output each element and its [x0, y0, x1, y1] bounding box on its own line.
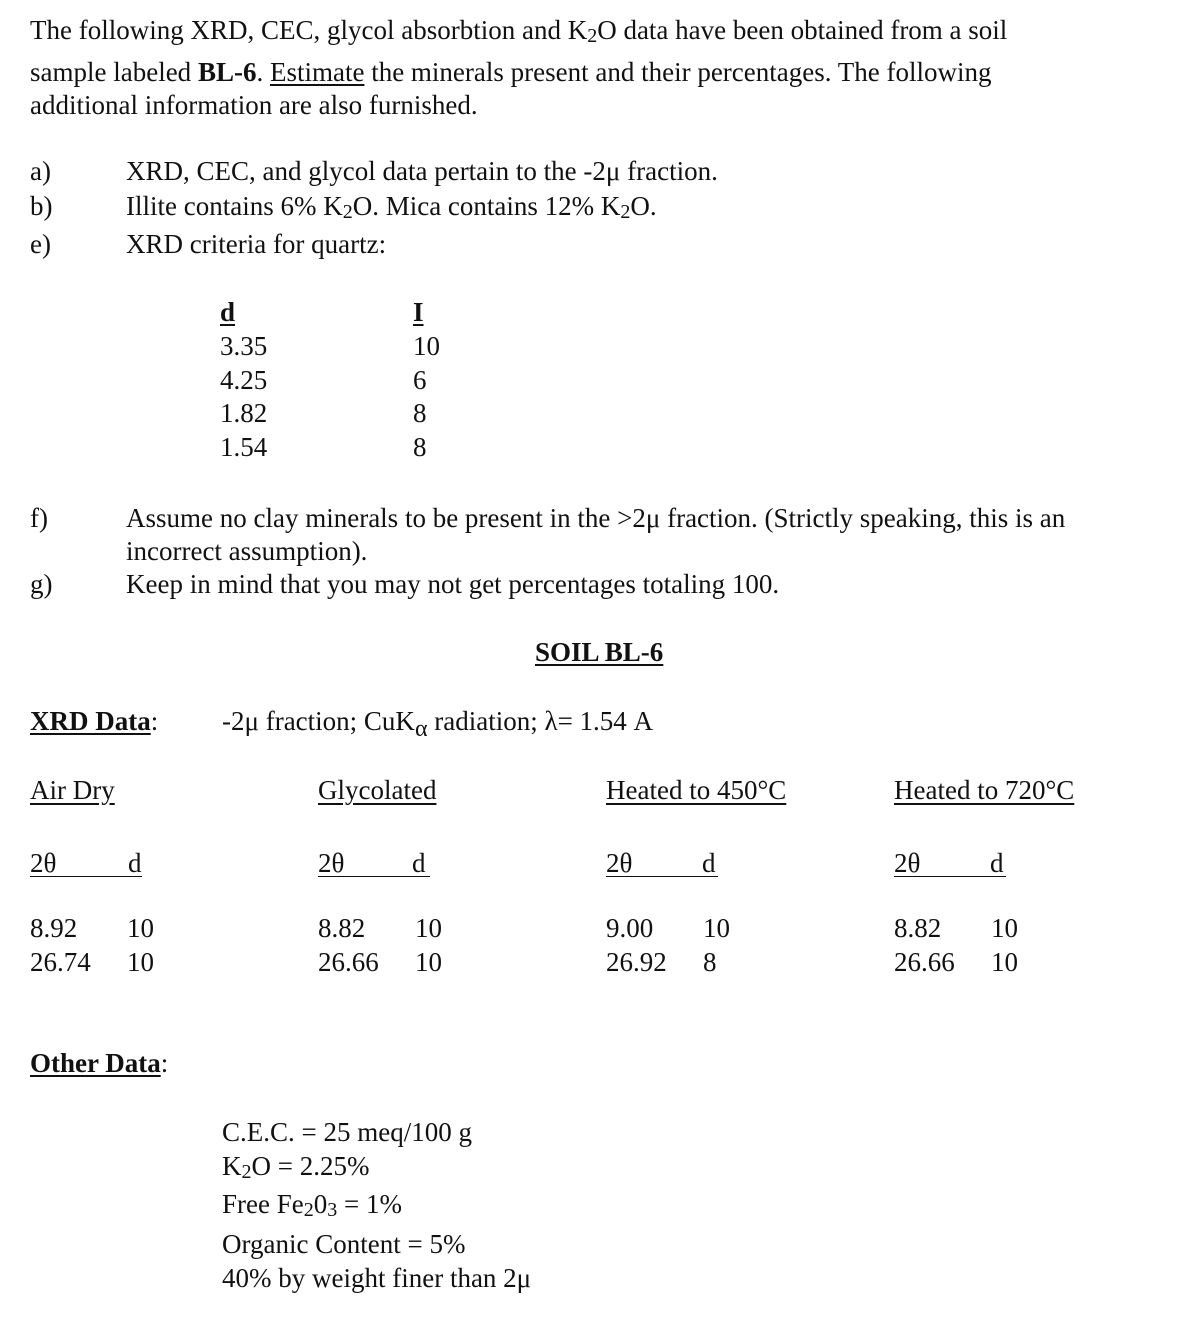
note-text-f-line-2: incorrect assumption). — [126, 536, 368, 566]
d-header: d — [412, 848, 426, 878]
quartz-d-value: 1.54 — [220, 432, 268, 462]
xrd-d-value: 10 — [415, 947, 442, 977]
note-label-b: b) — [30, 191, 53, 221]
quartz-i-value: 6 — [413, 365, 427, 395]
organic-content-value: Organic Content = 5% — [222, 1229, 466, 1259]
xrd-two-theta-value: 26.66 — [318, 947, 379, 977]
xrd-d-value: 10 — [703, 913, 730, 943]
quartz-d-value: 4.25 — [220, 365, 268, 395]
note-text-g: Keep in mind that you may not get percentages totaling 100. — [126, 569, 780, 599]
free-fe2o3-value: Free $Fe_20_3 = 1\%$ — [222, 1189, 402, 1221]
d-header: d — [702, 848, 716, 878]
xrd-two-theta-value: 8.82 — [318, 913, 366, 943]
xrd-column-title-heated-720: Heated to 720°C — [894, 775, 1075, 805]
xrd-two-theta-value: 9.00 — [606, 913, 654, 943]
xrd-d-value: 10 — [991, 947, 1018, 977]
other-data-heading: Other Data: — [30, 1048, 169, 1078]
note-label-g: g) — [30, 569, 53, 599]
xrd-data-heading: XRD Data: — [30, 706, 159, 736]
xrd-subheader — [30, 848, 142, 877]
d-header: d — [990, 848, 1004, 878]
d-header: d — [128, 848, 142, 878]
xrd-d-value: 10 — [127, 913, 154, 943]
xrd-column-title-air-dry: Air Dry — [30, 775, 115, 805]
note-text-e: XRD criteria for quartz: — [126, 229, 387, 259]
fines-percent-value: 40% by weight finer than 2μ — [222, 1263, 532, 1293]
quartz-i-value: 10 — [413, 331, 440, 361]
two-theta-header: 2θ — [318, 848, 345, 878]
quartz-header-i: I — [413, 297, 424, 327]
xrd-two-theta-value: 26.74 — [30, 947, 91, 977]
xrd-two-theta-value: 8.92 — [30, 913, 78, 943]
xrd-column-title-heated-450: Heated to 450°C — [606, 775, 787, 805]
quartz-i-value: 8 — [413, 432, 427, 462]
two-theta-header: 2θ — [606, 848, 633, 878]
estimate-word: Estimate — [269, 57, 365, 87]
sample-label: BL-6 — [197, 57, 257, 87]
xrd-d-value: 10 — [415, 913, 442, 943]
quartz-i-value: 8 — [413, 398, 427, 428]
xrd-subheader — [318, 848, 430, 877]
intro-line-2: sample labeled BL-6. Estimate the minerals present and their percentages. The following — [30, 57, 992, 87]
two-theta-header: 2θ — [894, 848, 921, 878]
xrd-two-theta-value: 26.92 — [606, 947, 667, 977]
k2o-value: $K_2O = 2.25\%$ — [222, 1151, 370, 1183]
xrd-description: -2μ fraction; CuK$_\alpha$ radiation; λ= 1.54 A — [222, 706, 654, 742]
intro-line-1: The following XRD, CEC, glycol absorbtion and $K_2O$ data have been obtained from a soil — [30, 15, 1008, 47]
quartz-d-value: 3.35 — [220, 331, 268, 361]
xrd-subheader — [894, 848, 1006, 877]
xrd-d-value: 10 — [991, 913, 1018, 943]
soil-title: SOIL BL-6 — [535, 637, 664, 667]
alpha-symbol: α — [414, 716, 428, 742]
note-label-a: a) — [30, 156, 51, 186]
xrd-d-value: 8 — [703, 947, 717, 977]
note-text-a: XRD, CEC, and glycol data pertain to the -2μ fraction. — [126, 156, 718, 186]
intro-line-3: additional information are also furnished. — [30, 90, 478, 120]
quartz-header-d: d — [220, 297, 236, 327]
xrd-d-value: 10 — [127, 947, 154, 977]
note-text-b: Illite contains 6% $K_2O$. Mica contains 12% $K_2O$. — [126, 191, 657, 223]
note-label-f: f) — [30, 503, 48, 533]
xrd-column-title-glycolated: Glycolated — [318, 775, 437, 805]
intro-paragraph — [30, 12, 1170, 120]
cec-value: C.E.C. = 25 meq/100 g — [222, 1117, 472, 1147]
quartz-d-value: 1.82 — [220, 398, 268, 428]
xrd-two-theta-value: 26.66 — [894, 947, 955, 977]
two-theta-header: 2θ — [30, 848, 57, 878]
note-label-e: e) — [30, 229, 51, 259]
xrd-two-theta-value: 8.82 — [894, 913, 942, 943]
note-text-f-line-1: Assume no clay minerals to be present in the >2μ fraction. (Strictly speaking, this is an — [126, 503, 1066, 533]
xrd-subheader — [606, 848, 718, 877]
